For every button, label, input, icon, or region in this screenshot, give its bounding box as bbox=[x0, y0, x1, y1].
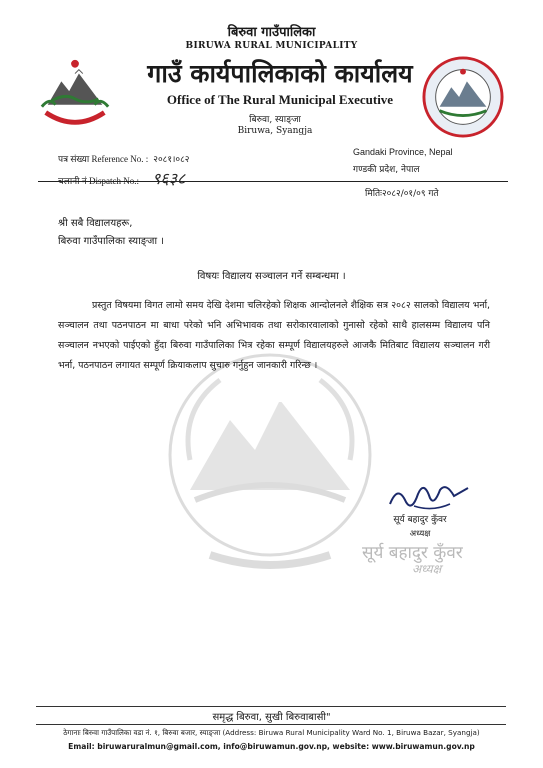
reference-label: पत्र संख्या Reference No. : bbox=[58, 154, 149, 164]
nepal-emblem-watermark bbox=[150, 350, 390, 580]
footer-slogan: समृद्ध बिरुवा, सुखी बिरुवाबासी" bbox=[212, 712, 331, 723]
stamp-name: सूर्य बहादुर कुँवर bbox=[362, 543, 463, 563]
office-title-np: गाउँ कार्यपालिकाको कार्यालय bbox=[147, 59, 413, 88]
letter-body: प्रस्तुत विषयमा विगत लामो समय देखि देशमा चलिरहेको शिक्षक आन्दोलनले शैक्षिक सत्र २०८२ सालको विद्यालय भर्ना, सञ्चालन तथा पठनपाठन मा बाधा परेको भनि अभिभावक तथा सरोकारवालाको गुनासो रहेको साथै हालसम्म विद्यालय पनि सञ्चालन नभएको पाईएको हुँदा बिरुवा गाउँपालिका भित्र रहेका सम्पूर्ण विद्यालयहरुले आजकै मितिबाट विद्यालय सञ्चालन गरी भर्ना, पठनपाठन लगायत सम्पूर्ण क्रियाकलाप सुचारु गर्नुहुन जानकारी गरिन्छ । bbox=[58, 300, 490, 371]
reference-value: २०८१।०८२ bbox=[153, 154, 190, 164]
footer-divider-top bbox=[36, 706, 506, 707]
recipient-line-1: श्री सबै विद्यालयहरू, bbox=[58, 218, 133, 229]
recipient-line-2: बिरुवा गाउँपालिका स्याङ्जा । bbox=[58, 236, 165, 247]
header-divider bbox=[38, 181, 508, 182]
province-en: Gandaki Province, Nepal bbox=[353, 147, 453, 157]
address-line-np: बिरुवा, स्याङ्जा bbox=[249, 115, 301, 125]
handwritten-signature bbox=[384, 476, 474, 516]
office-title-en: Office of The Rural Municipal Executive bbox=[166, 92, 394, 107]
municipality-name-en: BIRUWA RURAL MUNICIPALITY bbox=[185, 41, 358, 51]
dispatch-label: चलानी नं Dispatch No.: bbox=[58, 176, 139, 186]
footer-divider bbox=[36, 724, 506, 725]
signatory-title: अध्यक्ष bbox=[409, 529, 431, 539]
dispatch-row bbox=[58, 167, 185, 189]
address-line-en: Biruwa, Syangja bbox=[237, 126, 313, 136]
province-np: गण्डकी प्रदेश, नेपाल bbox=[353, 165, 420, 175]
reference-row bbox=[58, 147, 189, 166]
footer-contact: Email: biruwaruralmun@gmail.com, info@biruwamun.gov.np, website: www.biruwamun.gov.np bbox=[68, 742, 475, 751]
municipality-name-np: बिरुवा गाउँपालिका bbox=[227, 25, 316, 40]
subject-line: विषयः विद्यालय सञ्चालन गर्ने सम्बन्धमा । bbox=[197, 271, 346, 282]
signatory-name: सूर्य बहादुर कुँवर bbox=[393, 515, 447, 525]
date-line: मितिः२०८२/०१/०९ गते bbox=[365, 189, 439, 199]
dispatch-value: ९६३८ bbox=[152, 169, 186, 188]
footer-address: ठेगानाः बिरुवा गाउँपालिका वडा नं. १, बिरुवा बजार, स्याङ्जा (Address: Biruwa Rural Municipality Ward No. 1, Biruwa Bazar, Syangja) bbox=[63, 728, 480, 737]
stamp-title: अध्यक्ष bbox=[412, 562, 442, 576]
